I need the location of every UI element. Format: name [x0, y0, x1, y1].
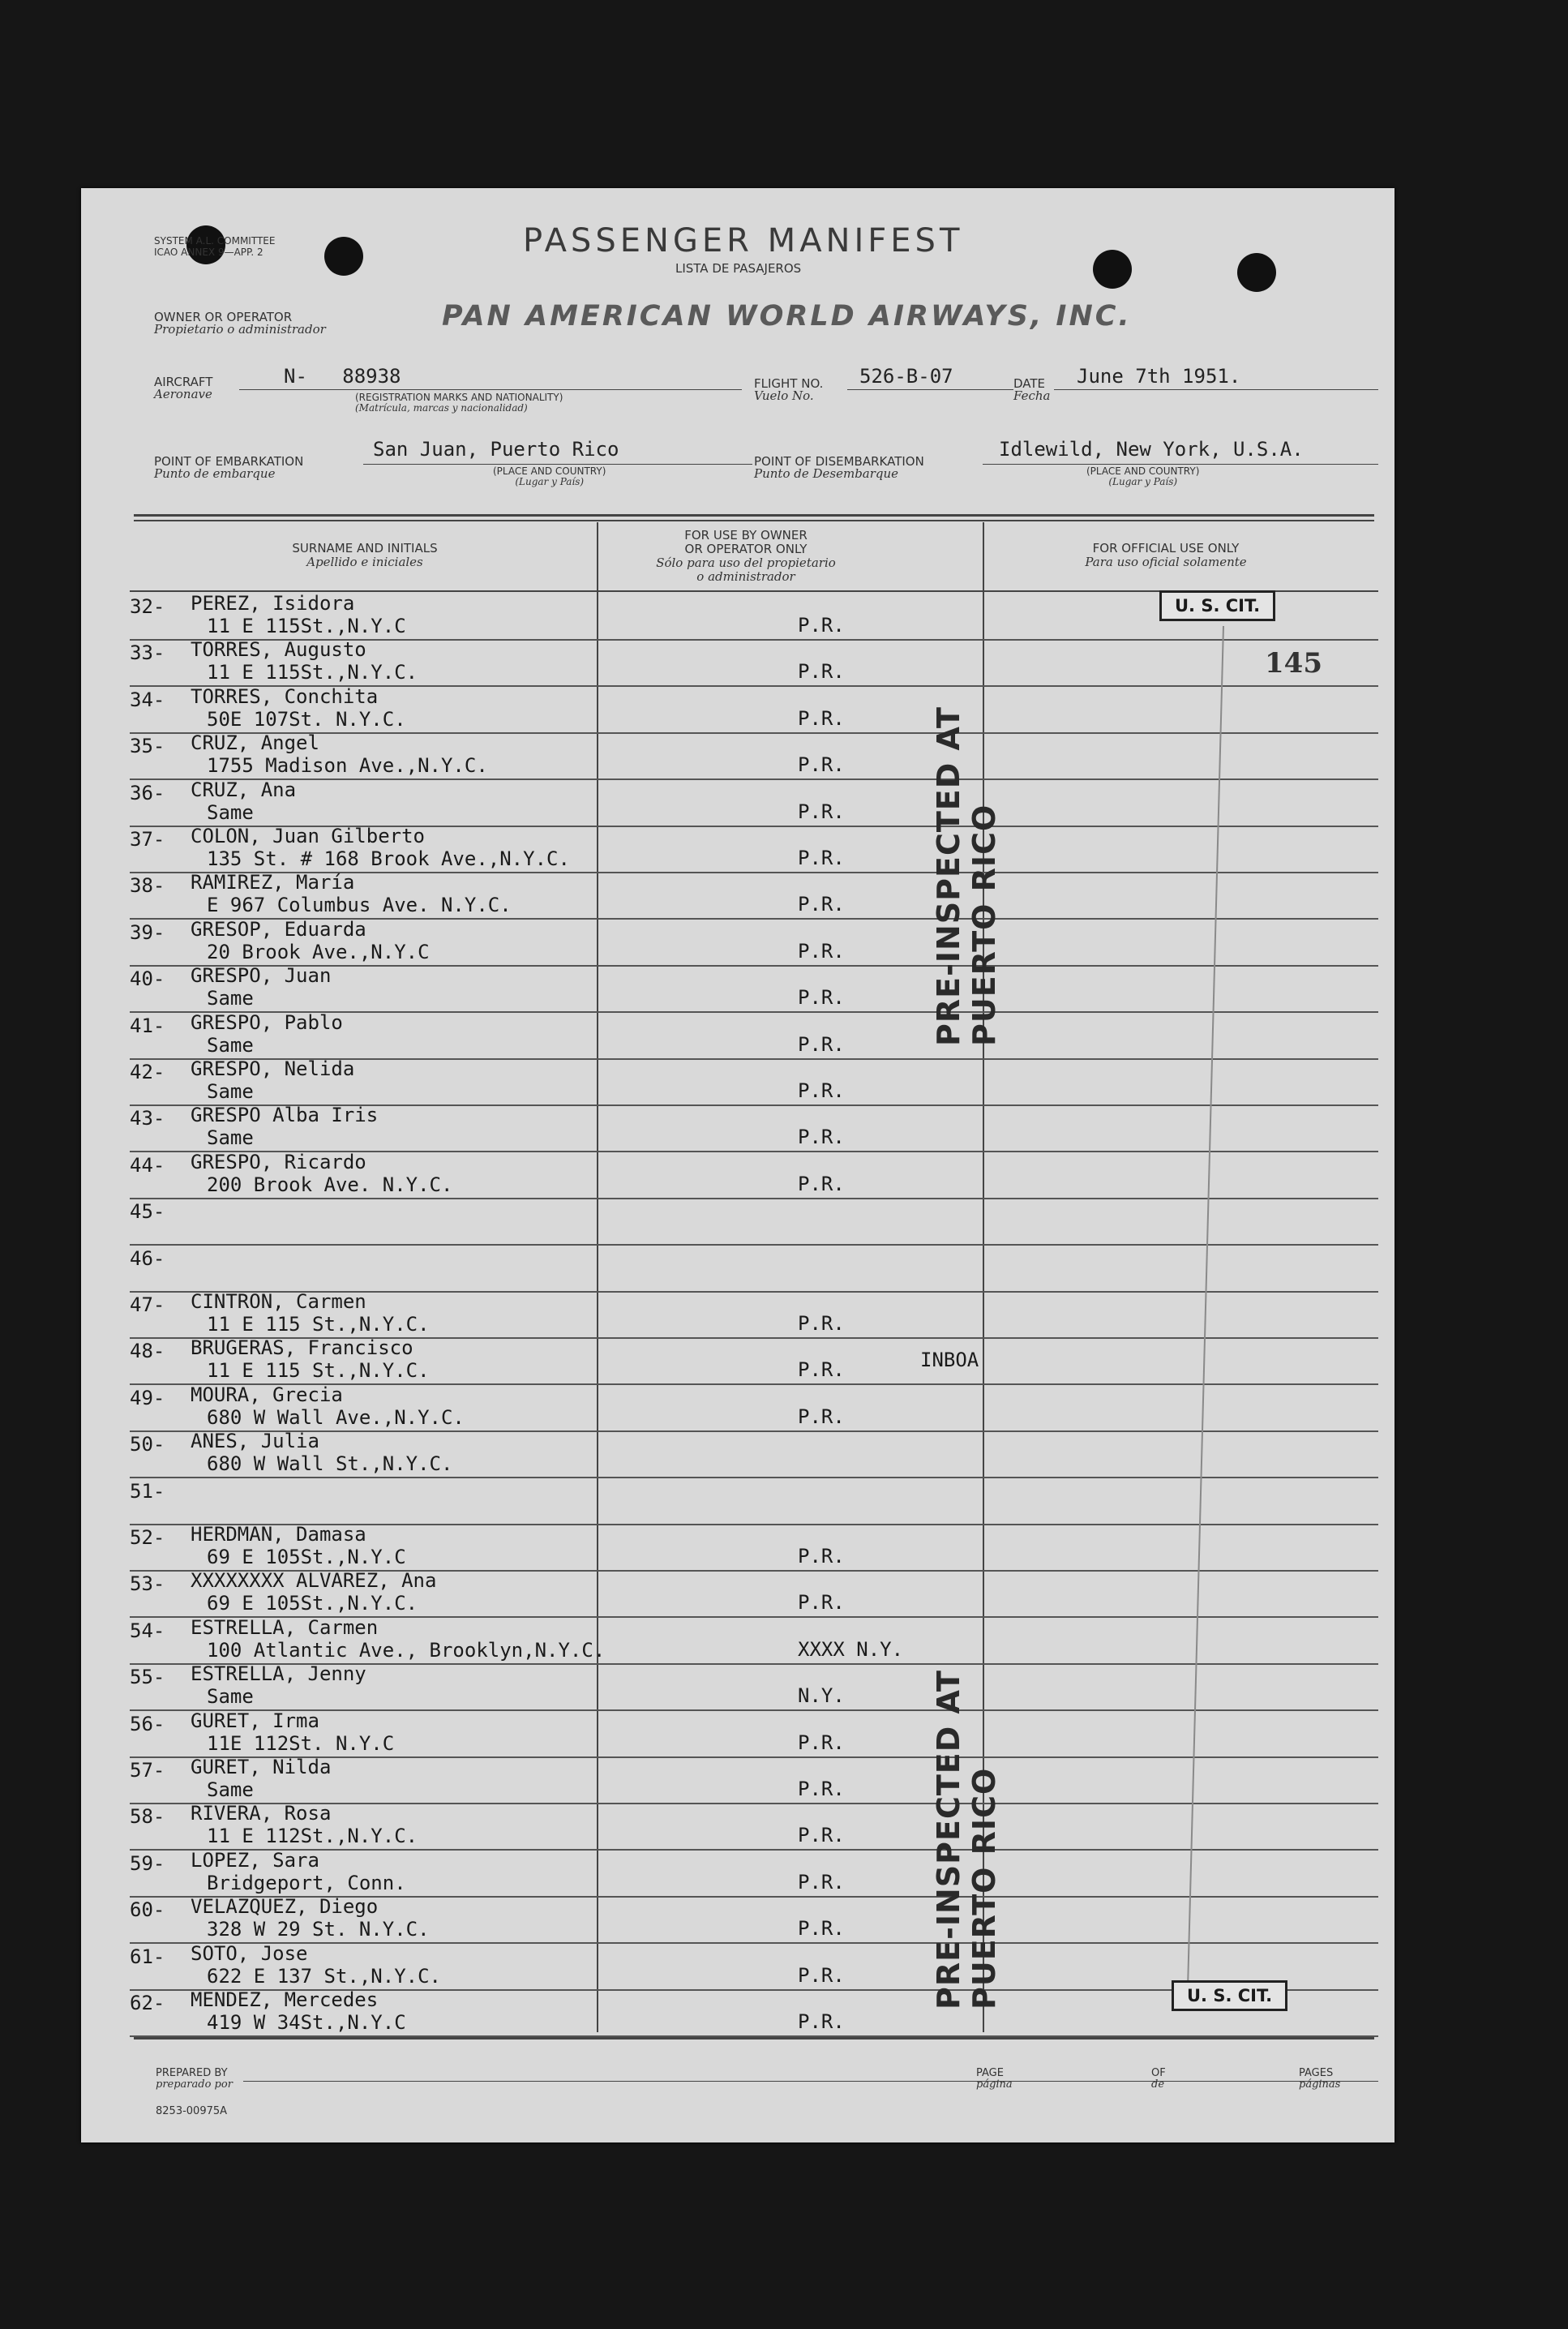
passenger-row: [130, 1337, 1378, 1385]
passenger-address: Same: [207, 1080, 254, 1103]
passenger-mark: P.R.: [798, 1917, 845, 1941]
passenger-address: 69 E 105St.,N.Y.C: [207, 1546, 406, 1568]
passenger-count: 145: [1265, 647, 1322, 680]
passenger-number: 34-: [130, 688, 165, 711]
passenger-name: GURET, Irma: [191, 1709, 319, 1732]
passenger-number: 36-: [130, 781, 165, 804]
passenger-number: 40-: [130, 967, 165, 991]
date-underline: [1054, 389, 1378, 390]
passenger-mark: P.R.: [798, 1079, 845, 1102]
passenger-address: 135 St. # 168 Brook Ave.,N.Y.C.: [207, 847, 570, 870]
footer-rule: [243, 2081, 1378, 2082]
passenger-row: [130, 686, 1378, 734]
passenger-row: [130, 1012, 1378, 1060]
passenger-address: 11 E 112St.,N.Y.C.: [207, 1825, 418, 1848]
punch-hole-2: [324, 237, 363, 276]
disembark-value: Idlewild, New York, U.S.A.: [999, 438, 1304, 461]
passenger-mark: P.R.: [798, 660, 845, 684]
col-header-official-use: FOR OFFICIAL USE ONLY Para uso oficial solamente: [1085, 541, 1247, 569]
passenger-address: Same: [207, 1126, 254, 1150]
passenger-row: [130, 1152, 1378, 1199]
table-top-rule-1: [134, 514, 1374, 517]
passenger-number: 49-: [130, 1386, 165, 1409]
passenger-address: 11 E 115St.,N.Y.C: [207, 615, 406, 637]
passenger-address: Same: [207, 800, 254, 824]
flight-underline: [847, 389, 1013, 390]
passenger-number: 58-: [130, 1805, 165, 1829]
table-top-rule-2: [134, 520, 1374, 521]
passenger-row: [130, 872, 1378, 920]
embark-underline: [363, 464, 752, 465]
passenger-name: PEREZ, Isidora: [191, 592, 355, 615]
passenger-mark: P.R.: [798, 847, 845, 869]
form-code: SYSTEM A.L. COMMITTEE ICAO ANNEX 9—APP. 2: [154, 235, 276, 258]
passenger-row: [130, 1104, 1378, 1152]
passenger-name: ESTRELLA, Jenny: [191, 1662, 366, 1686]
passenger-name: GURET, Nilda: [191, 1756, 332, 1778]
passenger-name: TORRES, Conchita: [191, 684, 379, 708]
passenger-mark: P.R.: [798, 1358, 845, 1382]
punch-hole-3: [1093, 250, 1132, 289]
passenger-name: GRESPO Alba Iris: [191, 1104, 379, 1127]
col-header-owner-use: FOR USE BY OWNER OR OPERATOR ONLY Sólo para uso del propietario o administrador: [656, 528, 836, 584]
passenger-name: XXXXXXXX ALVAREZ, Ana: [191, 1569, 437, 1593]
passenger-number: 60-: [130, 1898, 165, 1922]
passenger-address: Same: [207, 1033, 254, 1057]
passenger-row: [130, 1245, 1378, 1293]
passenger-number: 37-: [130, 828, 165, 851]
passenger-name: MENDEZ, Mercedes: [191, 1988, 379, 2011]
passenger-number: 52-: [130, 1526, 165, 1549]
passenger-row: [130, 1710, 1378, 1758]
passenger-row: [130, 826, 1378, 873]
passenger-number: 39-: [130, 920, 165, 944]
passenger-address: 680 W Wall St.,N.Y.C.: [207, 1452, 453, 1476]
passenger-mark: P.R.: [798, 1032, 845, 1056]
flight-label: FLIGHT NO. Vuelo No.: [754, 376, 824, 403]
passenger-address: 50E 107St. N.Y.C.: [207, 707, 406, 731]
passenger-row: [130, 1756, 1378, 1804]
form-number: 8253-00975A: [156, 2105, 228, 2117]
passenger-name: CINTRON, Carmen: [191, 1290, 366, 1313]
passenger-row: [130, 732, 1378, 780]
passenger-address: Same: [207, 987, 254, 1010]
passenger-name: GRESPO, Pablo: [191, 1010, 343, 1034]
passenger-name: GRESOP, Eduarda: [191, 917, 366, 941]
owner-label: OWNER OR OPERATOR Propietario o administrador: [154, 310, 326, 337]
passenger-address: 200 Brook Ave. N.Y.C.: [207, 1173, 453, 1196]
passenger-mark: P.R.: [798, 1312, 845, 1335]
passenger-number: 55-: [130, 1666, 165, 1689]
punch-hole-4: [1237, 253, 1276, 292]
passenger-address: 100 Atlantic Ave., Brooklyn,N.Y.C.: [207, 1638, 606, 1662]
passenger-number: 48-: [130, 1340, 165, 1363]
passenger-row: [130, 1663, 1378, 1711]
passenger-mark: P.R.: [798, 1778, 845, 1800]
passenger-row: [130, 1570, 1378, 1618]
passenger-name: SOTO, Jose: [191, 1941, 308, 1965]
passenger-mark: N.Y.: [798, 1684, 845, 1708]
passenger-name: RAMIREZ, María: [191, 871, 355, 894]
prepared-by-label: PREPARED BY preparado por: [156, 2067, 233, 2091]
col-header-surname: SURNAME AND INITIALS Apellido e iniciales: [292, 541, 438, 569]
passenger-number: 61-: [130, 1945, 165, 1968]
passenger-number: 56-: [130, 1712, 165, 1735]
page-subtitle: LISTA DE PASAJEROS: [675, 261, 802, 276]
passenger-number: 51-: [130, 1479, 165, 1503]
passenger-mark: P.R.: [798, 893, 845, 916]
passenger-address: Same: [207, 1685, 254, 1709]
passenger-mark: P.R.: [798, 753, 845, 777]
flight-value: 526-B-07: [859, 365, 953, 388]
page-label: PAGE página: [976, 2067, 1013, 2091]
passenger-mark: P.R.: [798, 1172, 845, 1195]
passenger-mark: P.R.: [798, 1870, 845, 1894]
passenger-mark: P.R.: [798, 800, 845, 823]
passenger-number: 32-: [130, 595, 165, 618]
passenger-address: 622 E 137 St.,N.Y.C.: [207, 1964, 441, 1988]
passenger-address: Bridgeport, Conn.: [207, 1871, 406, 1894]
passenger-number: 38-: [130, 874, 165, 898]
passenger-mark: P.R.: [798, 1963, 845, 1987]
passenger-address: 680 W Wall Ave.,N.Y.C.: [207, 1405, 465, 1429]
passenger-mark: P.R.: [798, 1126, 845, 1149]
passenger-mark: XXXX N.Y.: [798, 1637, 904, 1661]
passenger-address: 11 E 115 St.,N.Y.C.: [207, 1359, 430, 1383]
passenger-number: 45-: [130, 1200, 165, 1224]
passenger-number: 43-: [130, 1107, 165, 1130]
passenger-name: GRESPO, Ricardo: [191, 1150, 366, 1173]
passenger-mark: P.R.: [798, 1405, 845, 1428]
passenger-name: GRESPO, Nelida: [191, 1057, 355, 1080]
passenger-address: 11 E 115St.,N.Y.C.: [207, 661, 418, 684]
passenger-mark: P.R.: [798, 2010, 845, 2033]
passenger-address: 419 W 34St.,N.Y.C: [207, 2011, 406, 2034]
passenger-mark: P.R.: [798, 1545, 845, 1568]
us-citizen-stamp-top: U. S. CIT.: [1159, 590, 1275, 621]
passenger-mark: P.R.: [798, 986, 845, 1010]
embark-place-note: (PLACE AND COUNTRY) (Lugar y País): [493, 465, 606, 487]
embark-value: San Juan, Puerto Rico: [373, 438, 619, 461]
passenger-row: [130, 965, 1378, 1013]
disembark-label: POINT OF DISEMBARKATION Punto de Desembarque: [754, 454, 924, 481]
passenger-number: 47-: [130, 1293, 165, 1316]
passenger-mark: P.R.: [798, 706, 845, 730]
date-label: DATE Fecha: [1013, 376, 1051, 403]
passenger-mark: P.R.: [798, 1824, 845, 1847]
passenger-mark: P.R.: [798, 939, 845, 963]
passenger-name: ESTRELLA, Carmen: [191, 1615, 379, 1639]
preinspected-stamp-lower: PRE-INSPECTED AT PUERTO RICO: [931, 1670, 1002, 2009]
passenger-name: TORRES, Augusto: [191, 638, 366, 662]
passenger-number: 33-: [130, 641, 165, 665]
aircraft-underline: [239, 389, 742, 390]
passenger-number: 42-: [130, 1061, 165, 1083]
pages-label: PAGES páginas: [1299, 2067, 1341, 2091]
passenger-number: 53-: [130, 1572, 165, 1596]
passenger-row: [130, 1524, 1378, 1572]
passenger-row: [130, 1430, 1378, 1478]
passenger-row: [130, 1617, 1378, 1665]
registration-note: (REGISTRATION MARKS AND NATIONALITY) (Matrícula, marcas y nacionalidad): [355, 392, 563, 414]
passenger-name: RIVERA, Rosa: [191, 1802, 332, 1825]
passenger-row: [130, 1896, 1378, 1944]
owner-value: PAN AMERICAN WORLD AIRWAYS, INC.: [442, 300, 1132, 332]
disembark-underline: [983, 464, 1378, 465]
passenger-note: INBOA: [920, 1349, 979, 1372]
preinspected-stamp-upper: PRE-INSPECTED AT PUERTO RICO: [931, 706, 1002, 1046]
passenger-number: 41-: [130, 1014, 165, 1037]
passenger-row: [130, 1478, 1378, 1525]
passenger-address: 328 W 29 St. N.Y.C.: [207, 1918, 430, 1941]
passenger-number: 46-: [130, 1246, 165, 1270]
passenger-number: 62-: [130, 1992, 165, 2014]
page-title: PASSENGER MANIFEST: [523, 222, 964, 259]
passenger-row: [130, 919, 1378, 967]
passenger-number: 57-: [130, 1759, 165, 1782]
passenger-row: [130, 1198, 1378, 1246]
embark-label: POINT OF EMBARKATION Punto de embarque: [154, 454, 304, 481]
passenger-row: [130, 1291, 1378, 1339]
passenger-name: CRUZ, Angel: [191, 731, 319, 755]
passenger-row: [130, 779, 1378, 827]
passenger-row: [130, 639, 1378, 687]
passenger-address: 11E 112St. N.Y.C: [207, 1731, 395, 1755]
aircraft-value: N- 88938: [284, 365, 401, 388]
passenger-number: 44-: [130, 1153, 165, 1177]
passenger-name: COLON, Juan Gilberto: [191, 825, 425, 847]
passenger-row: [130, 1058, 1378, 1106]
passenger-mark: P.R.: [798, 1731, 845, 1754]
passenger-address: 69 E 105St.,N.Y.C.: [207, 1592, 418, 1615]
passenger-address: 1755 Madison Ave.,N.Y.C.: [207, 754, 488, 778]
passenger-number: 35-: [130, 735, 165, 758]
passenger-number: 59-: [130, 1851, 165, 1875]
us-citizen-stamp-bottom: U. S. CIT.: [1172, 1980, 1287, 2011]
passenger-name: BRUGERAS, Francisco: [191, 1336, 413, 1360]
passenger-name: MOURA, Grecia: [191, 1383, 343, 1406]
table-bottom-rule: [134, 2037, 1374, 2039]
passenger-mark: P.R.: [798, 1591, 845, 1615]
passenger-name: GRESPO, Juan: [191, 964, 332, 988]
passenger-name: HERDMAN, Damasa: [191, 1523, 366, 1546]
passenger-number: 50-: [130, 1433, 165, 1456]
passenger-address: Same: [207, 1778, 254, 1801]
passenger-mark: P.R.: [798, 614, 845, 637]
date-value: June 7th 1951.: [1077, 365, 1241, 388]
passenger-row: [130, 1384, 1378, 1432]
passenger-address: E 967 Columbus Ave. N.Y.C.: [207, 894, 512, 917]
of-label: OF de: [1151, 2067, 1166, 2091]
passenger-name: CRUZ, Ana: [191, 778, 297, 801]
passenger-address: 11 E 115 St.,N.Y.C.: [207, 1313, 430, 1336]
manifest-sheet: [81, 188, 1394, 2142]
passenger-address: 20 Brook Ave.,N.Y.C: [207, 940, 430, 963]
passenger-name: ANES, Julia: [191, 1430, 319, 1453]
passenger-name: LOPEZ, Sara: [191, 1848, 319, 1872]
passenger-name: VELAZQUEZ, Diego: [191, 1895, 379, 1919]
disembark-place-note: (PLACE AND COUNTRY) (Lugar y País): [1086, 465, 1200, 487]
passenger-number: 54-: [130, 1619, 165, 1642]
aircraft-label: AIRCRAFT Aeronave: [154, 375, 213, 401]
